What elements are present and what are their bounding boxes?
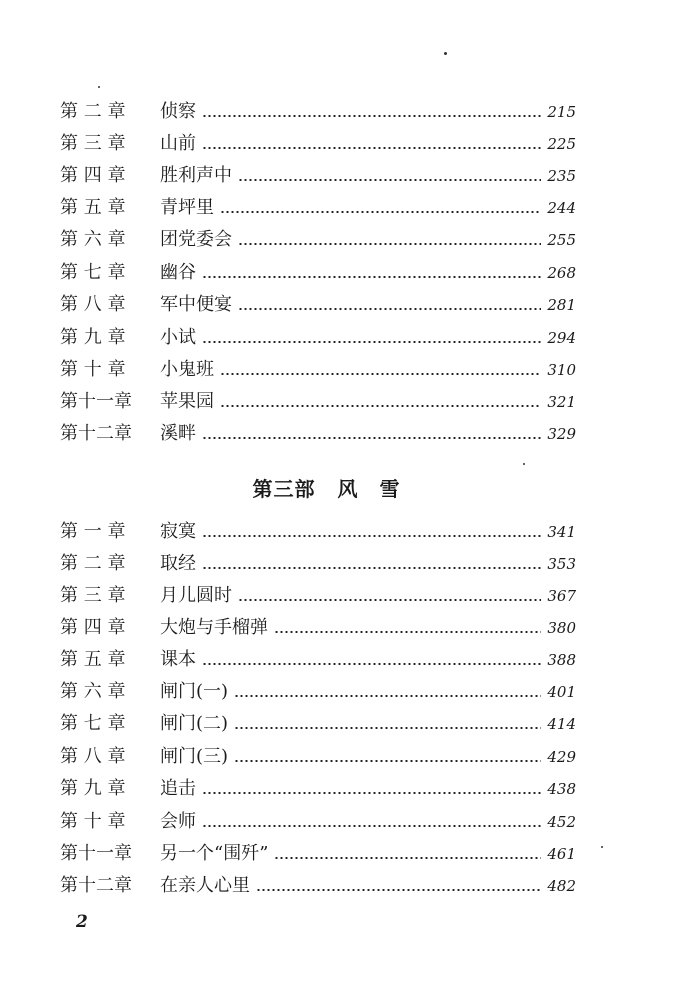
chapter-title: 另一个“围歼” <box>160 843 269 864</box>
chapter-title: 苹果园 <box>160 391 214 412</box>
chapter-title: 会师 <box>160 811 196 832</box>
dot-leader <box>274 631 541 633</box>
chapter-label: 第 八 章 <box>60 746 126 767</box>
dot-leader <box>202 115 541 117</box>
chapter-label: 第 十 章 <box>60 359 126 380</box>
chapter-label: 第 九 章 <box>60 327 126 348</box>
page-ref: 225 <box>547 135 576 153</box>
dot-leader <box>220 211 541 213</box>
dot-leader <box>202 535 541 537</box>
dot-leader <box>202 341 541 343</box>
toc-entry <box>60 580 576 612</box>
scan-speck <box>98 86 100 88</box>
dot-leader <box>202 567 541 569</box>
dot-leader <box>202 276 541 278</box>
toc-entry <box>60 192 576 224</box>
scan-speck <box>601 846 603 848</box>
toc-entry <box>60 870 576 902</box>
page-ref: 367 <box>547 587 576 605</box>
chapter-title: 大炮与手榴弹 <box>160 617 268 638</box>
chapter-title: 小试 <box>160 327 196 348</box>
page-ref: 438 <box>547 780 576 798</box>
dot-leader <box>202 147 541 149</box>
toc-entry <box>60 741 576 773</box>
chapter-title: 闸门(一) <box>160 681 229 702</box>
chapter-label: 第 三 章 <box>60 585 126 606</box>
chapter-title: 侦察 <box>160 101 196 122</box>
page-ref: 414 <box>547 715 576 733</box>
part-name: 风雪 <box>337 477 422 501</box>
dot-leader <box>202 825 541 827</box>
page-ref: 341 <box>547 523 576 541</box>
page-ref: 294 <box>547 329 576 347</box>
chapter-label: 第 八 章 <box>60 294 126 315</box>
chapter-title: 山前 <box>160 133 196 154</box>
page-ref: 329 <box>547 425 576 443</box>
dot-leader <box>234 727 541 729</box>
page-ref: 255 <box>547 231 576 249</box>
toc-entry <box>60 612 576 644</box>
chapter-label: 第十一章 <box>60 391 132 412</box>
dot-leader <box>202 792 541 794</box>
toc-entry <box>60 257 576 289</box>
chapter-title: 寂寞 <box>160 521 196 542</box>
dot-leader <box>202 663 541 665</box>
dot-leader <box>234 695 541 697</box>
chapter-title: 胜利声中 <box>160 165 232 186</box>
section-heading <box>0 473 674 502</box>
chapter-label: 第 一 章 <box>60 521 126 542</box>
chapter-label: 第 七 章 <box>60 713 126 734</box>
page-ref: 235 <box>547 167 576 185</box>
scan-speck <box>444 52 447 55</box>
toc-entry <box>60 322 576 354</box>
toc-entry <box>60 418 576 450</box>
chapter-label: 第 四 章 <box>60 617 126 638</box>
toc-entry <box>60 838 576 870</box>
chapter-title: 课本 <box>160 649 196 670</box>
dot-leader <box>202 437 541 439</box>
page-ref: 353 <box>547 555 576 573</box>
page-ref: 461 <box>547 845 576 863</box>
toc-entry <box>60 548 576 580</box>
chapter-label: 第 二 章 <box>60 101 126 122</box>
dot-leader <box>238 599 541 601</box>
dot-leader <box>256 889 541 891</box>
toc-entry <box>60 516 576 548</box>
toc-entry <box>60 773 576 805</box>
chapter-title: 取经 <box>160 553 196 574</box>
chapter-label: 第 四 章 <box>60 165 126 186</box>
chapter-title: 团党委会 <box>160 229 232 250</box>
toc-entry <box>60 676 576 708</box>
toc-entry <box>60 289 576 321</box>
chapter-label: 第 五 章 <box>60 197 126 218</box>
chapter-title: 溪畔 <box>160 423 196 444</box>
toc-entry <box>60 160 576 192</box>
toc-entry <box>60 96 576 128</box>
toc-entry <box>60 806 576 838</box>
toc-entry <box>60 128 576 160</box>
chapter-title: 闸门(三) <box>160 746 229 767</box>
chapter-title: 在亲人心里 <box>160 875 250 896</box>
chapter-title: 月儿圆时 <box>160 585 232 606</box>
chapter-label: 第十二章 <box>60 423 132 444</box>
page-ref: 380 <box>547 619 576 637</box>
chapter-label: 第 五 章 <box>60 649 126 670</box>
page-ref: 429 <box>547 748 576 766</box>
page-ref: 215 <box>547 103 576 121</box>
chapter-title: 追击 <box>160 778 196 799</box>
part-label: 第三部 <box>252 477 316 501</box>
page-ref: 452 <box>547 813 576 831</box>
chapter-title: 小鬼班 <box>160 359 214 380</box>
chapter-label: 第 二 章 <box>60 553 126 574</box>
chapter-label: 第十一章 <box>60 843 132 864</box>
toc-entry <box>60 644 576 676</box>
toc-entry <box>60 708 576 740</box>
page-number: 2 <box>76 912 88 932</box>
dot-leader <box>238 308 541 310</box>
toc-entry <box>60 224 576 256</box>
chapter-label: 第 六 章 <box>60 229 126 250</box>
chapter-title: 军中便宴 <box>160 294 232 315</box>
page-ref: 244 <box>547 199 576 217</box>
chapter-label: 第 九 章 <box>60 778 126 799</box>
chapter-label: 第 三 章 <box>60 133 126 154</box>
chapter-label: 第十二章 <box>60 875 132 896</box>
toc-entry <box>60 354 576 386</box>
page-ref: 268 <box>547 264 576 282</box>
page-ref: 401 <box>547 683 576 701</box>
page-ref: 321 <box>547 393 576 411</box>
chapter-title: 青坪里 <box>160 197 214 218</box>
dot-leader <box>238 243 541 245</box>
dot-leader <box>220 373 541 375</box>
dot-leader <box>274 857 541 859</box>
chapter-title: 闸门(二) <box>160 713 229 734</box>
page-ref: 281 <box>547 296 576 314</box>
chapter-label: 第 六 章 <box>60 681 126 702</box>
page-ref: 482 <box>547 877 576 895</box>
toc-entry <box>60 386 576 418</box>
chapter-label: 第 十 章 <box>60 811 126 832</box>
dot-leader <box>234 760 541 762</box>
chapter-label: 第 七 章 <box>60 262 126 283</box>
dot-leader <box>238 179 541 181</box>
page-ref: 310 <box>547 361 576 379</box>
page-ref: 388 <box>547 651 576 669</box>
chapter-title: 幽谷 <box>160 262 196 283</box>
dot-leader <box>220 405 541 407</box>
scan-speck <box>523 463 525 465</box>
